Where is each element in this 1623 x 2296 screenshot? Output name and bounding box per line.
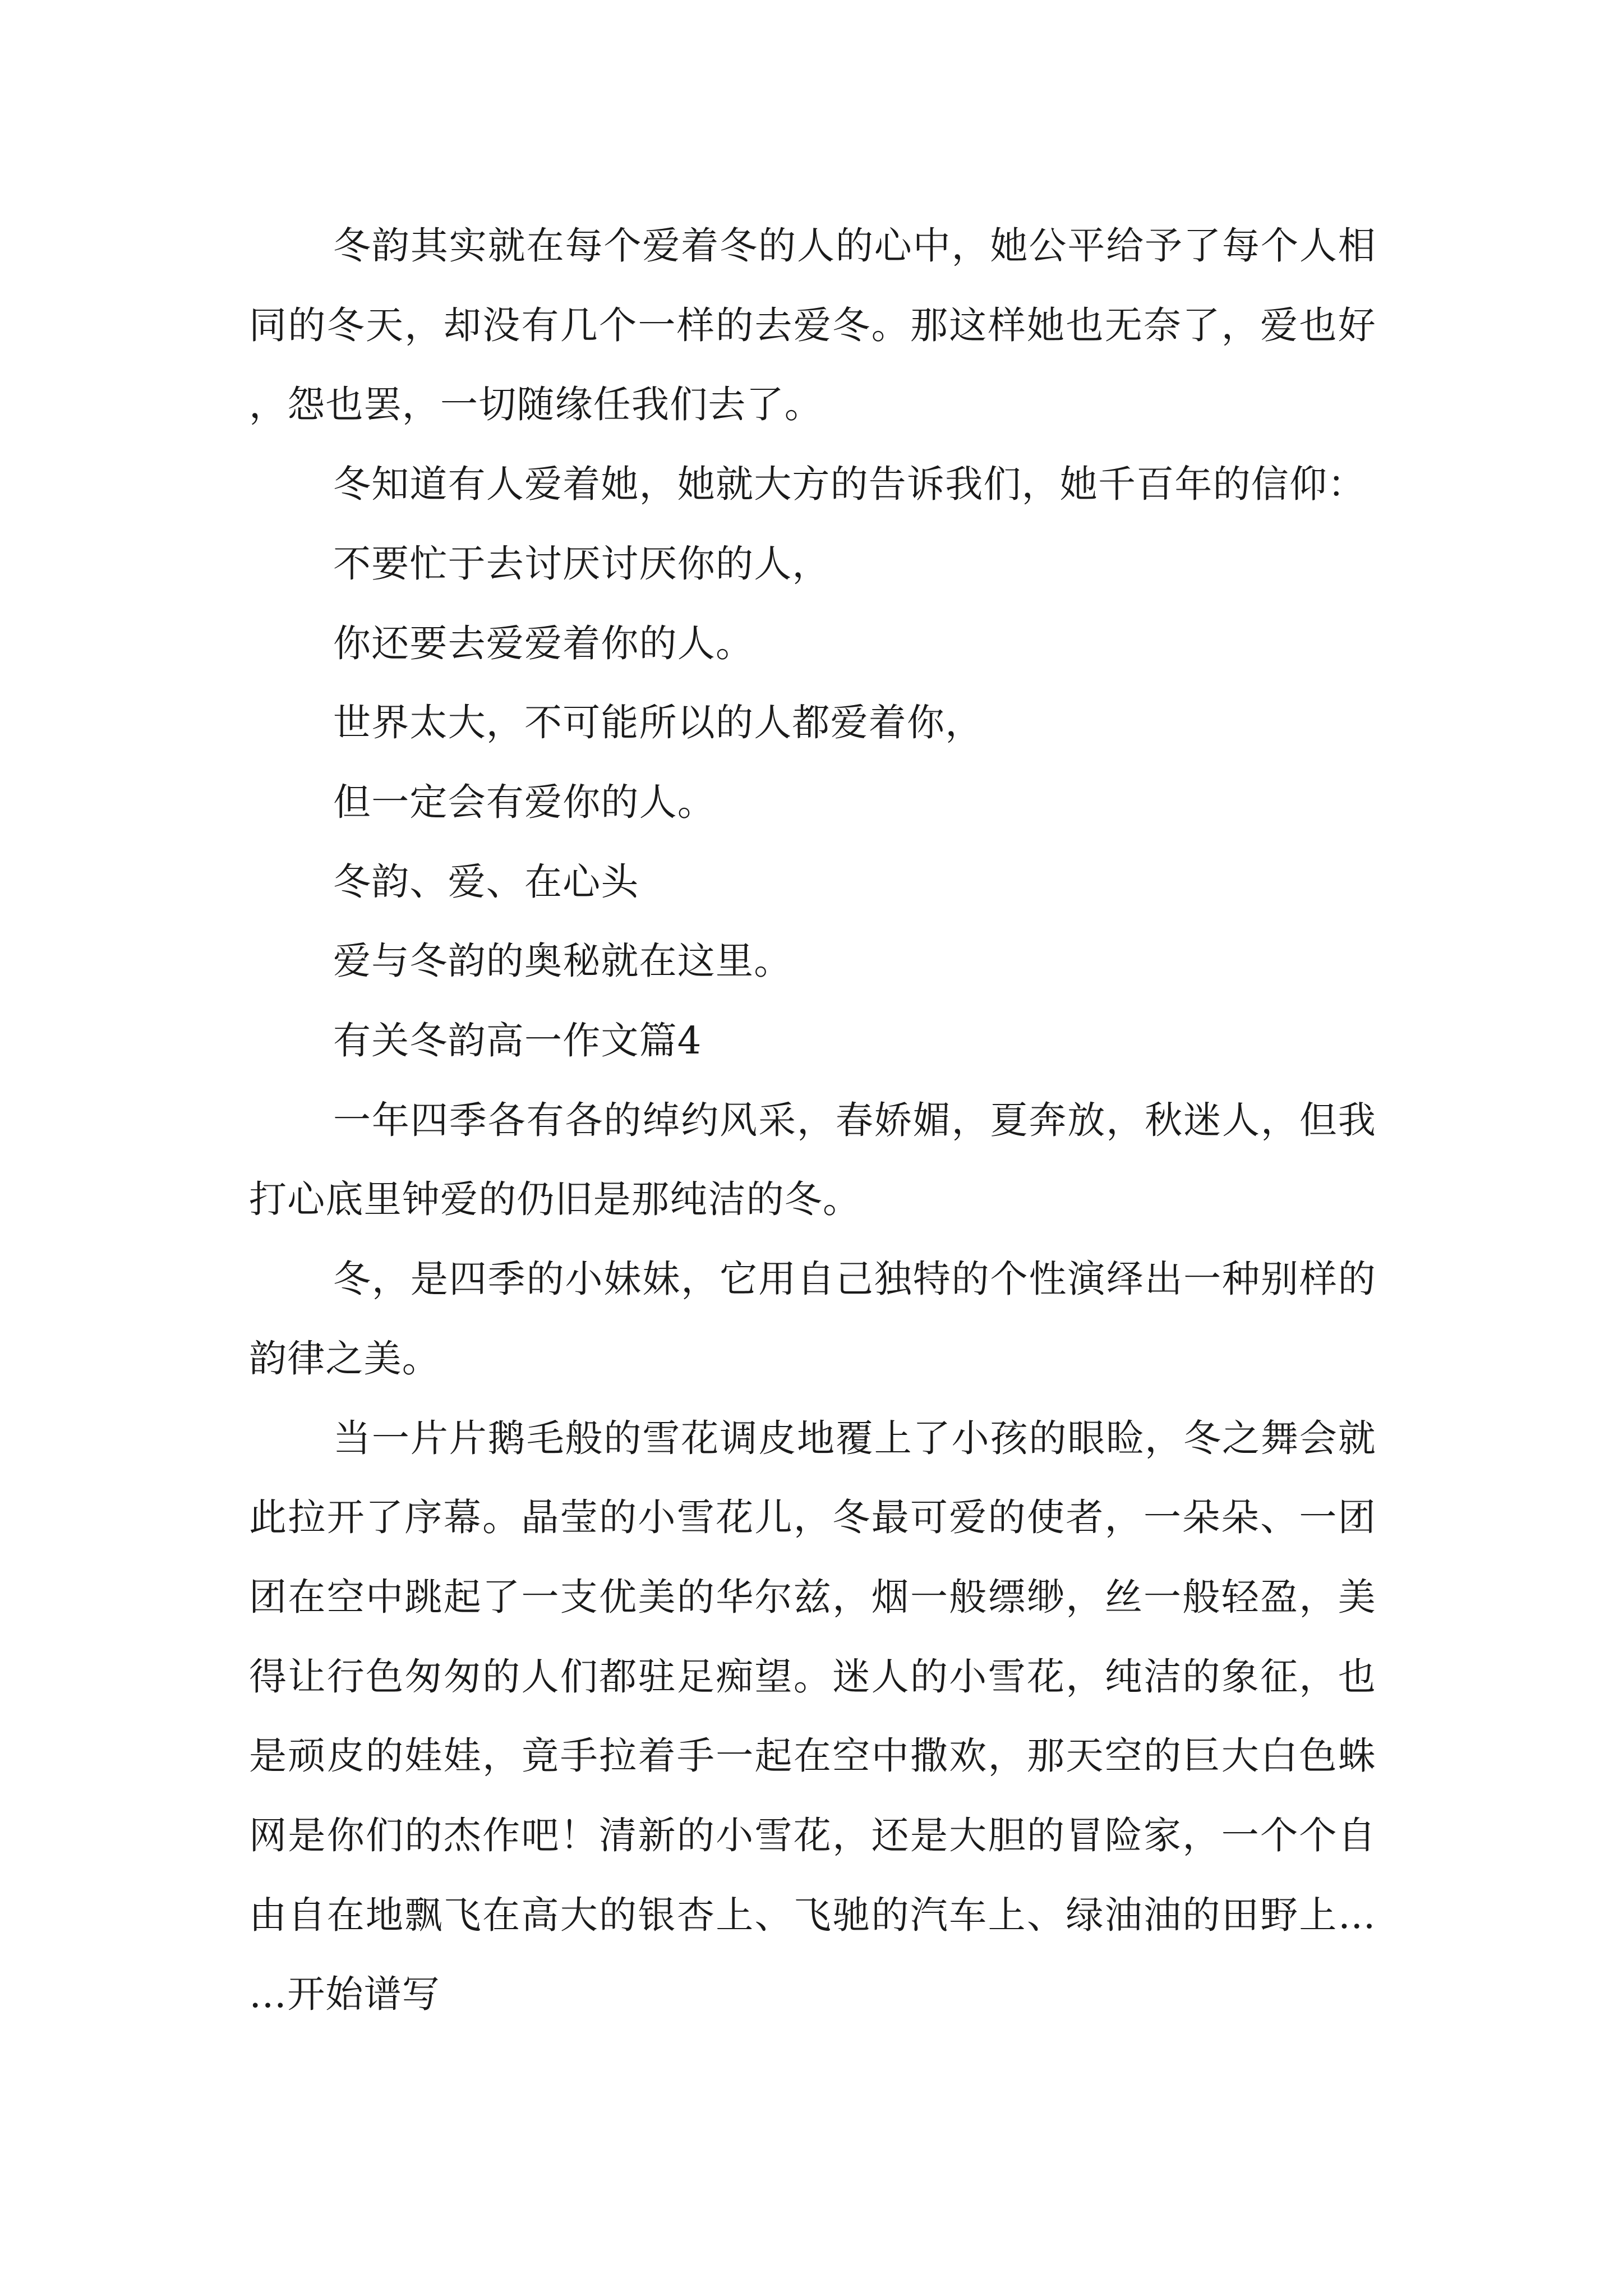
poem-line-6: 爱与冬韵的奥秘就在这里。	[333, 939, 792, 983]
section-heading: 有关冬韵高一作文篇4	[333, 1019, 702, 1063]
paragraph-4: 冬，是四季的小妹妹，它用自己独特的个性演绎出一种别样的韵律之美。	[249, 1257, 1376, 1381]
paragraph-1: 冬韵其实就在每个爱着冬的人的心中，她公平给予了每个人相同的冬天，却没有几个一样的去爱冬。那这样她也无奈了，爱也好，怨也罢，一切随缘任我们去了。	[249, 224, 1376, 427]
poem-line-4: 但一定会有爱你的人。	[333, 780, 716, 824]
poem-line-5: 冬韵、爱、在心头	[333, 859, 639, 904]
paragraph-2: 冬知道有人爱着她，她就大方的告诉我们，她千百年的信仰：	[333, 462, 1366, 507]
paragraph-3: 一年四季各有各的绰约风采，春娇媚，夏奔放，秋迷人，但我打心底里钟爱的仍旧是那纯洁的冬。	[249, 1098, 1376, 1222]
document-body	[249, 206, 1376, 2035]
paragraph-5: 当一片片鹅毛般的雪花调皮地覆上了小孩的眼睑，冬之舞会就此拉开了序幕。晶莹的小雪花儿，冬最可爱的使者，一朵朵、一团团在空中跳起了一支优美的华尔兹，烟一般缥缈，丝一般轻盈，美得让行色匆匆的人们都驻足痴望。迷人的小雪花，纯洁的象征，也是顽皮的娃娃，竟手拉着手一起在空中撒欢，那天空的巨大白色蛛网是你们的杰作吧！清新的小雪花，还是大胆的冒险家，一个个自由自在地飘飞在高大的银杏上、飞驰的汽车上、绿油油的田野上……开始谱写	[249, 1416, 1376, 2017]
poem-line-1: 不要忙于去讨厌讨厌你的人，	[333, 541, 831, 586]
poem-line-2: 你还要去爱爱着你的人。	[333, 621, 754, 665]
poem-line-3: 世界太大，不可能所以的人都爱着你，	[333, 701, 984, 745]
